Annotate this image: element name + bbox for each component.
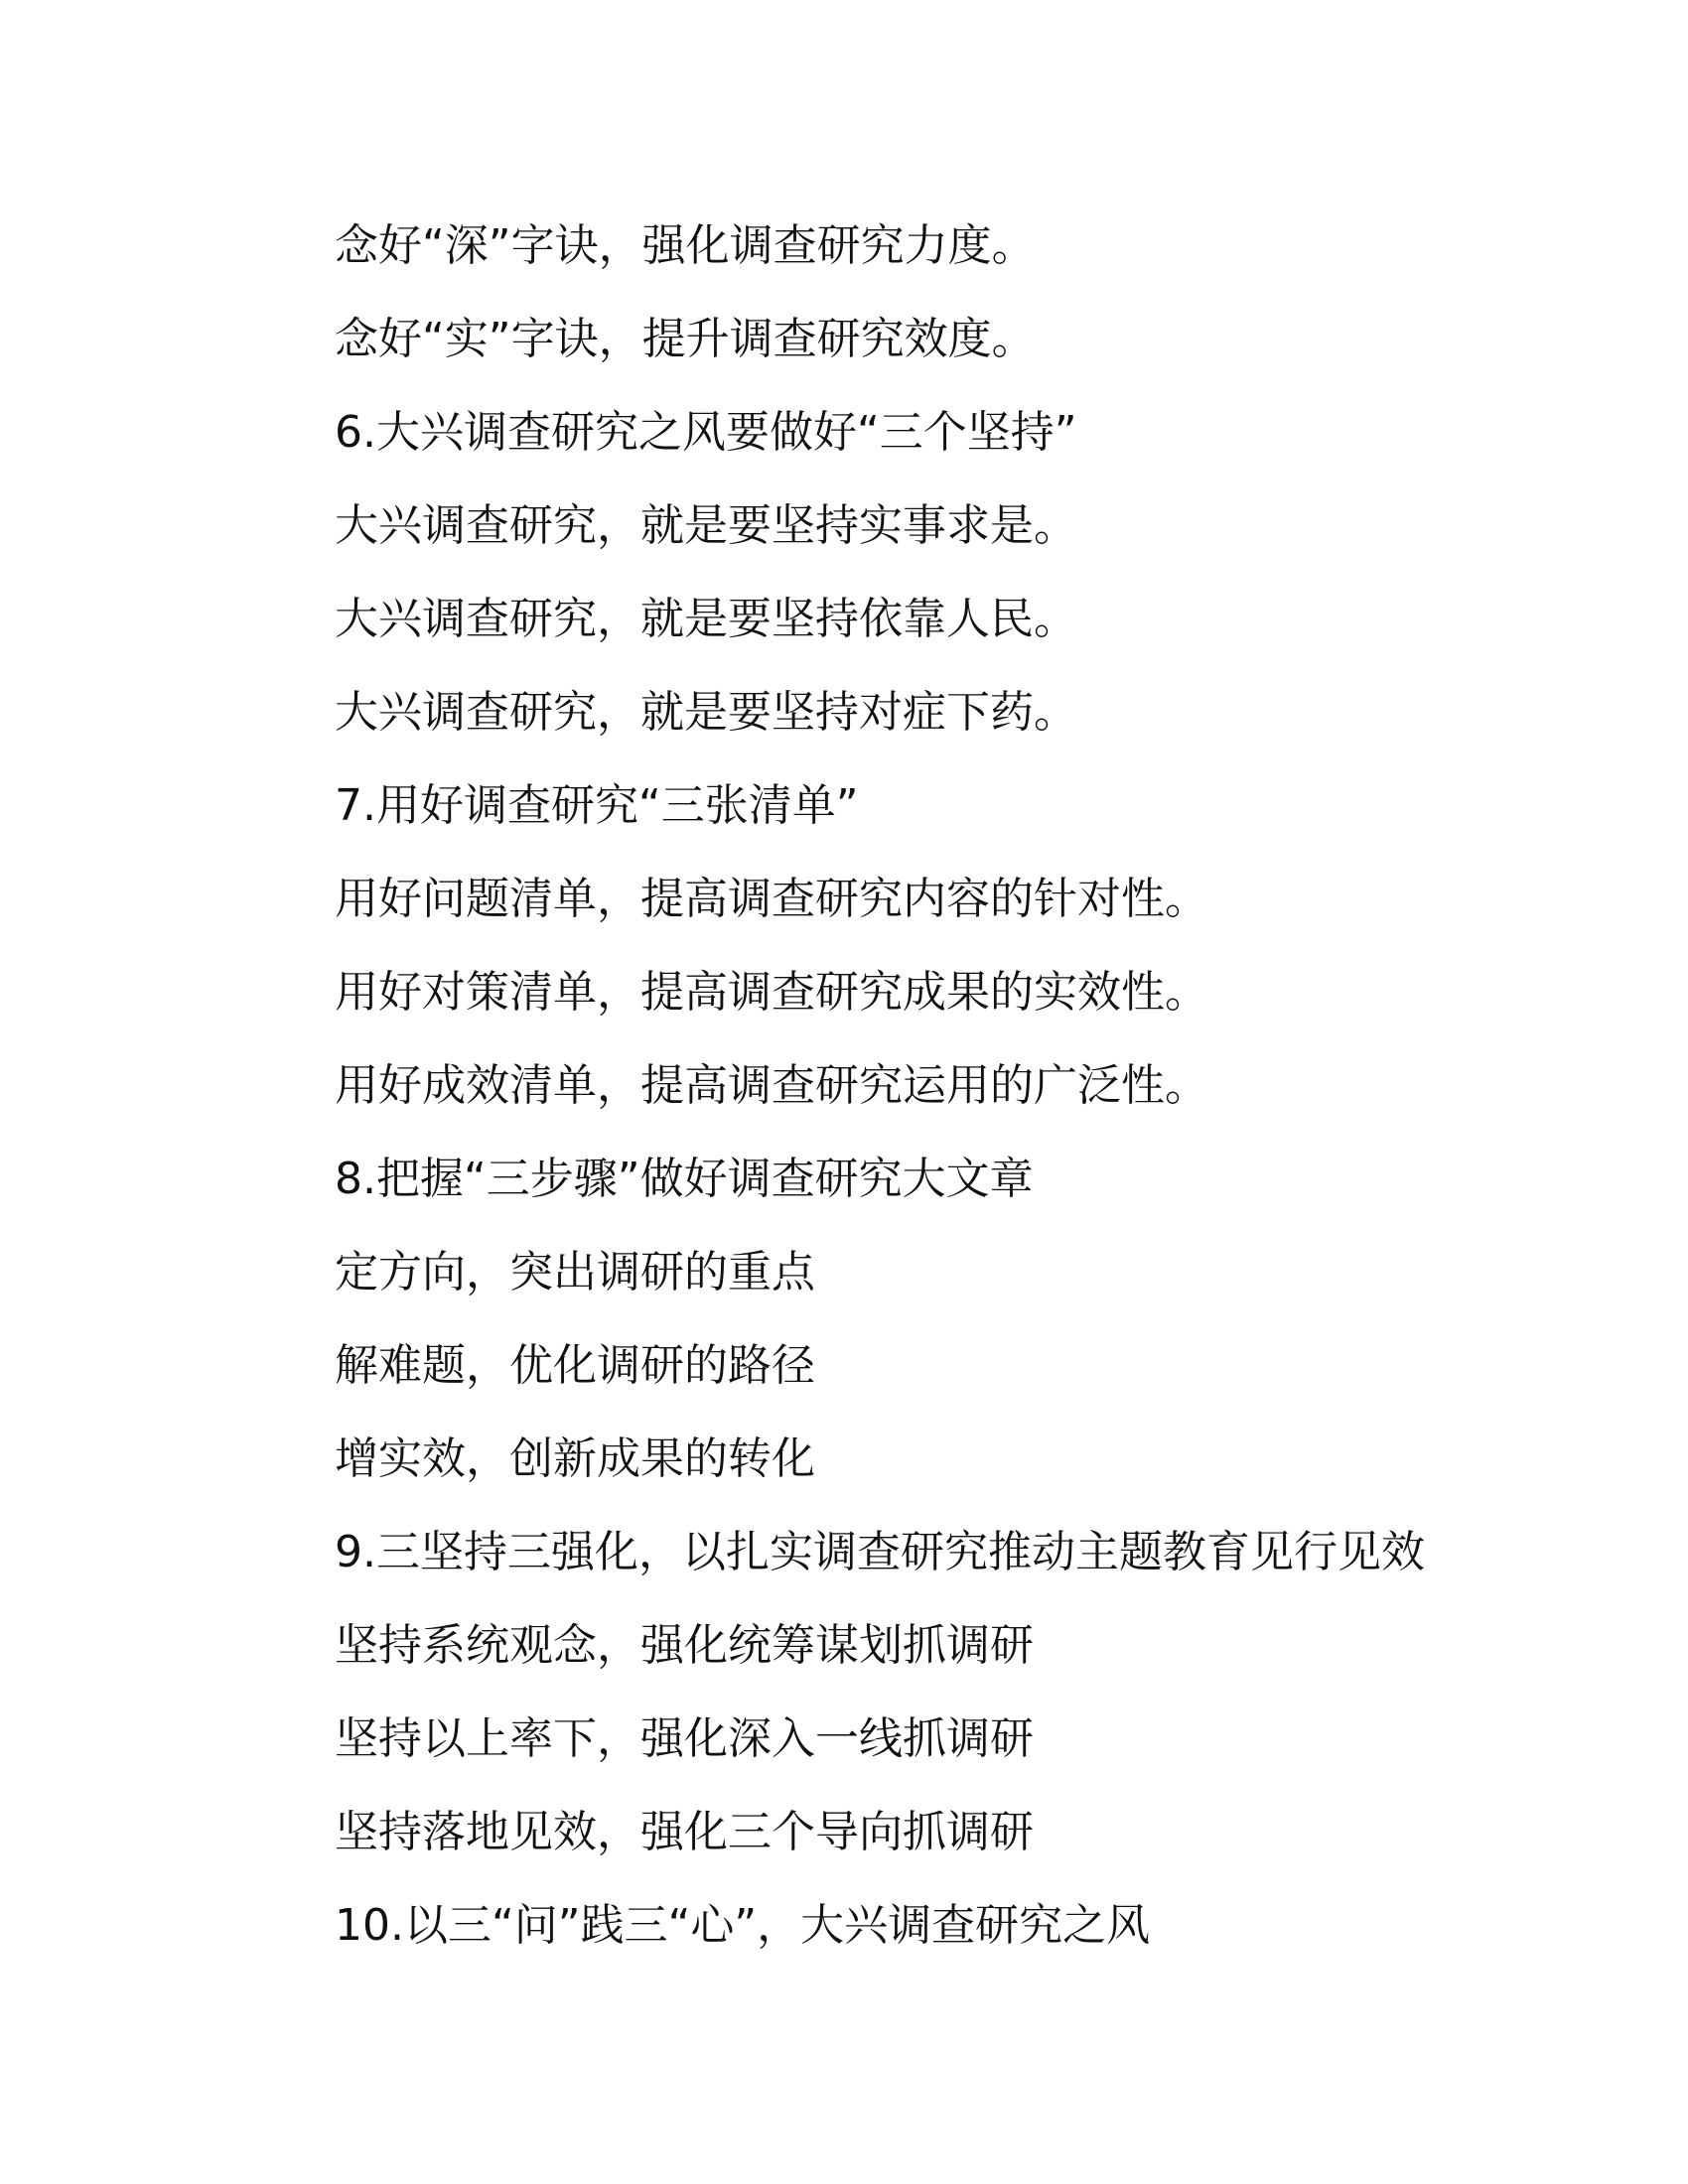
text-line: 坚持落地见效，强化三个导向抓调研: [335, 1807, 1034, 1857]
text-line: 大兴调查研究，就是要坚持对症下药。: [335, 687, 1077, 738]
section-heading: 6.大兴调查研究之风要做好“三个坚持”: [335, 407, 1077, 458]
text-line: 大兴调查研究，就是要坚持依靠人民。: [335, 594, 1077, 644]
text-line: 用好问题清单，提高调查研究内容的针对性。: [335, 874, 1208, 924]
section-heading: 10.以三“问”践三“心”，大兴调查研究之风: [335, 1900, 1151, 1951]
section-heading: 7.用好调查研究“三张清单”: [335, 780, 859, 831]
text-line: 增实效，创新成果的转化: [335, 1433, 815, 1484]
text-line: 定方向，突出调研的重点: [335, 1247, 815, 1297]
section-heading: 9.三坚持三强化，以扎实调查研究推动主题教育见行见效: [335, 1527, 1425, 1577]
text-line: 坚持以上率下，强化深入一线抓调研: [335, 1713, 1034, 1764]
document-body: [335, 212, 1506, 1985]
text-line: 念好“深”字诀，强化调查研究力度。: [335, 220, 1036, 271]
text-line: 用好对策清单，提高调查研究成果的实效性。: [335, 967, 1208, 1018]
text-line: 解难题，优化调研的路径: [335, 1340, 815, 1391]
text-line: 念好“实”字诀，提升调查研究效度。: [335, 314, 1036, 364]
text-line: 坚持系统观念，强化统筹谋划抓调研: [335, 1620, 1034, 1671]
section-heading: 8.把握“三步骤”做好调查研究大文章: [335, 1154, 1034, 1204]
text-line: 用好成效清单，提高调查研究运用的广泛性。: [335, 1060, 1208, 1111]
text-line: 大兴调查研究，就是要坚持实事求是。: [335, 500, 1077, 551]
